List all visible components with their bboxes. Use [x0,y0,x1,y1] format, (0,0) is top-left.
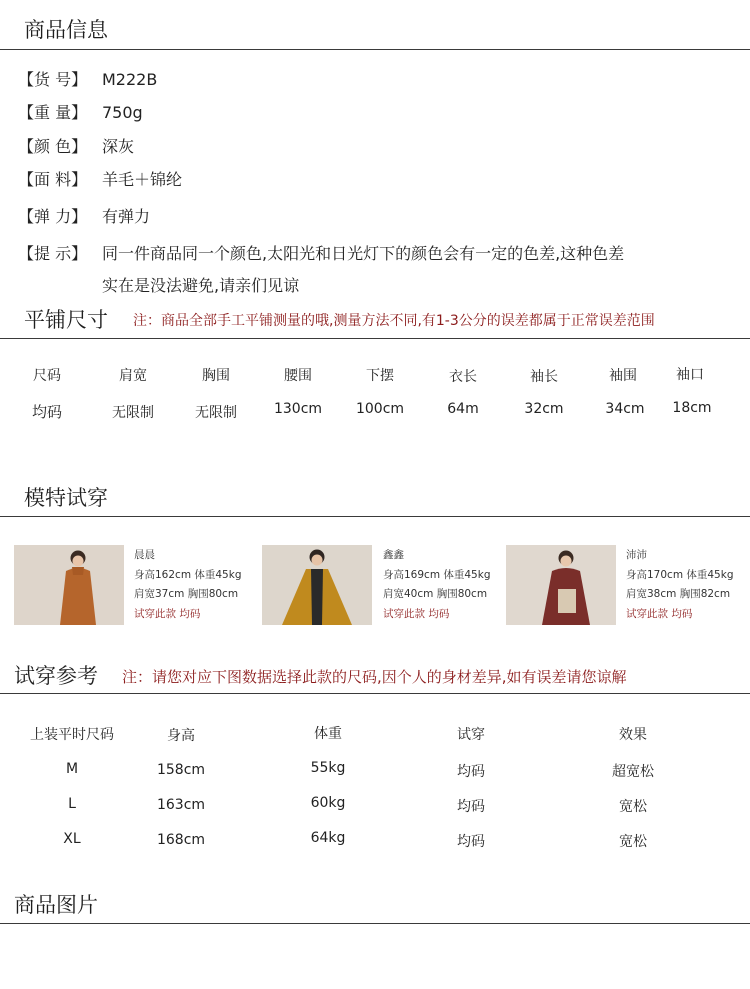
divider [0,516,750,517]
divider [0,338,750,339]
table-header: 胸围 [202,368,230,384]
model-photo [506,545,616,625]
section-title-flat-size: 平铺尺寸 [24,308,108,332]
info-tip-line2: 实在是没法避免,请亲们见谅 [102,276,300,295]
table-header: 身高 [167,728,195,744]
table-cell: 宽松 [619,834,647,850]
table-header: 袖长 [530,369,558,385]
try-reference-note: 注：请您对应下图数据选择此款的尺码,因个人的身材差异,如有误差请您谅解 [122,668,627,686]
table-cell: 55kg [310,760,346,776]
table-cell: M [65,761,79,777]
table-cell: 163cm [156,797,206,813]
model-figure-image [262,545,372,625]
table-cell: 均码 [31,403,63,421]
table-cell: 均码 [457,799,485,815]
table-header: 衣长 [449,369,477,385]
table-cell: 130cm [273,401,323,417]
section-title-model-try: 模特试穿 [24,486,108,510]
table-header: 袖口 [676,367,704,383]
model-name: 晨晨 [134,549,155,561]
divider [0,693,750,694]
info-row-weight [18,100,143,123]
model-try-size: 试穿此款 均码 [383,607,450,620]
info-label: 【弹 力】 [18,207,88,226]
model-info [134,546,242,624]
table-header: 尺码 [33,368,61,384]
info-row-color [18,134,134,157]
model-name: 鑫鑫 [383,549,404,561]
table-cell: 均码 [457,764,485,780]
table-header: 下摆 [366,368,394,384]
table-header: 试穿 [457,727,485,743]
table-header: 效果 [619,727,647,743]
divider [0,923,750,924]
table-cell: 18cm [672,400,712,416]
table-cell: 168cm [156,832,206,848]
table-cell: 宽松 [619,799,647,815]
model-try-size: 试穿此款 均码 [626,607,693,620]
info-value: M222B [102,70,158,89]
table-cell: 无限制 [112,405,154,421]
model-height-weight: 身高170cm 体重45kg [626,568,734,581]
info-row-fabric [18,167,182,190]
info-label: 【提 示】 [18,244,88,263]
model-figure-image [506,545,616,625]
model-try-size: 试穿此款 均码 [134,607,201,620]
section-title-product-info: 商品信息 [24,18,108,42]
model-photo [262,545,372,625]
model-info [626,546,734,624]
table-cell: XL [63,831,81,847]
table-cell: 100cm [355,401,405,417]
table-cell: L [68,796,76,812]
info-value: 深灰 [102,137,135,156]
model-height-weight: 身高169cm 体重45kg [383,568,491,581]
info-label: 【货 号】 [18,70,88,89]
info-value: 750g [102,103,143,122]
info-label: 【颜 色】 [18,137,88,156]
info-row-elasticity [18,204,150,227]
table-header: 腰围 [284,368,312,384]
table-cell: 无限制 [195,405,237,421]
table-header: 体重 [314,726,342,742]
table-header: 上装平时尺码 [30,727,114,743]
section-title-product-images: 商品图片 [14,893,98,917]
info-row-tip [18,241,624,264]
table-cell: 均码 [457,834,485,850]
info-value: 羊毛＋锦纶 [102,170,183,189]
table-cell: 34cm [605,401,645,417]
info-label: 【重 量】 [18,103,88,122]
info-row-item-no [18,67,157,90]
table-header: 肩宽 [119,368,147,384]
info-value: 有弹力 [102,207,151,226]
model-height-weight: 身高162cm 体重45kg [134,568,242,581]
table-cell: 32cm [524,401,564,417]
flat-size-note: 注：商品全部手工平铺测量的哦,测量方法不同,有1-3公分的误差都属于正常误差范围 [133,313,655,329]
divider [0,49,750,50]
model-photo [14,545,124,625]
table-cell: 超宽松 [612,764,654,780]
model-info [383,546,491,624]
model-name: 沛沛 [626,549,647,561]
table-header: 袖围 [609,368,637,384]
model-measure: 肩宽38cm 胸围82cm [626,588,731,600]
model-measure: 肩宽40cm 胸围80cm [383,588,488,600]
table-cell: 64m [447,401,479,417]
model-figure-image [14,545,124,625]
section-title-try-reference: 试穿参考 [14,664,98,688]
info-value: 同一件商品同一个颜色,太阳光和日光灯下的颜色会有一定的色差,这种色差 [102,244,625,263]
model-measure: 肩宽37cm 胸围80cm [134,588,239,600]
table-cell: 64kg [310,830,346,846]
table-cell: 158cm [156,762,206,778]
info-label: 【面 料】 [18,170,88,189]
table-cell: 60kg [310,795,346,811]
